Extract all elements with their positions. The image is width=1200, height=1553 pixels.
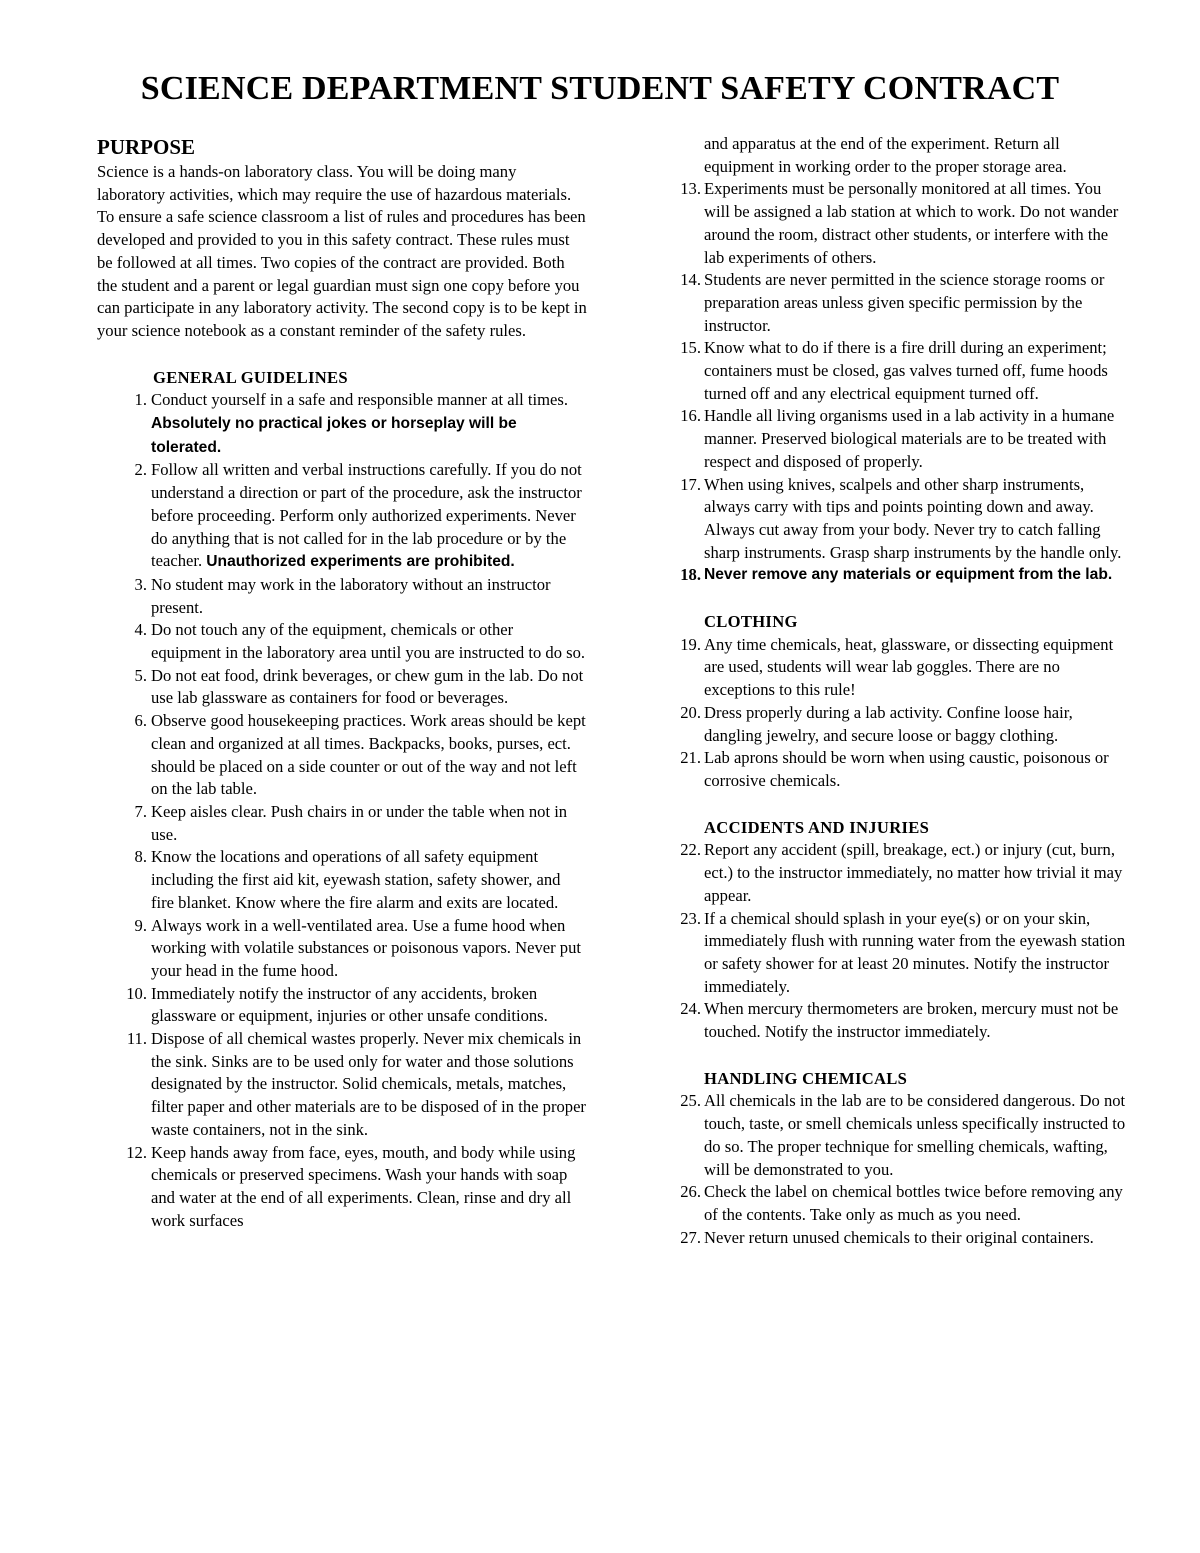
rule-text: If a chemical should splash in your eye(s) or on your skin, immediately flush with running water from the eyewash station or safety shower for at least 20 minutes. Notify the instructor immediately. [704,908,1126,996]
rule-item [652,1227,1130,1250]
rule-number: 9. [134,915,147,935]
rule-text: Students are never permitted in the science storage rooms or preparation areas unless given specific permission by the instructor. [704,270,1105,335]
accidents-list [652,839,1130,1043]
rule-number: 21. [680,748,701,768]
purpose-heading: PURPOSE [97,135,196,159]
rule-number: 18. [680,565,701,585]
general-guidelines-list-continued [652,178,1130,587]
rule-text: Observe good housekeeping practices. Work areas should be kept clean and organized at all times. Backpacks, books, purses, ect. should be placed on a side counter or out of the way and not left on the lab table. [151,711,586,799]
rule-number: 24. [680,999,701,1019]
rule-text: Dispose of all chemical wastes properly. Never mix chemicals in the sink. Sinks are to be used only for water and those solutions designated by the instructor. Solid chemicals, metals, matches, filter paper and other materials are to be disposed of in the proper waste containers, not in the sink. [151,1029,586,1139]
rule-text: Keep aisles clear. Push chairs in or under the table when not in use. [151,801,568,844]
rule-number: 19. [680,634,701,654]
rule-text: When mercury thermometers are broken, mercury must not be touched. Notify the instructor immediately. [704,999,1119,1042]
rule-item [652,839,1130,907]
rule-number: 17. [680,474,701,494]
rule-number: 10. [126,983,147,1003]
rule-number: 14. [680,270,701,290]
rule-text: Conduct yourself in a safe and responsible manner at all times. Absolutely no practical jokes or horseplay will be tolerated. [151,390,569,456]
handling-chemicals-heading: HANDLING CHEMICALS [704,1068,908,1088]
rule-text: Report any accident (spill, breakage, ect.) or injury (cut, burn, ect.) to the instructor immediately, no matter how trivial it may appear. [704,840,1123,905]
rule-item [652,564,1130,587]
rule-text: All chemicals in the lab are to be considered dangerous. Do not touch, taste, or smell chemicals unless specifically instructed to do so. The proper technique for smelling chemicals, wafting, will be demonstrated to you. [704,1091,1126,1179]
rule-number: 27. [680,1227,701,1247]
rule-item [652,269,1130,337]
rule-emphasis: Absolutely no practical jokes or horseplay will be tolerated. [151,415,517,456]
purpose-text: Science is a hands-on laboratory class. You will be doing many laboratory activities, which may require the use of hazardous materials. To ensure a safe science classroom a list of rules and procedures has been developed and provided to you in this safety contract. These rules must be followed at all times. Two copies of the contract are provided. Both the student and a parent or legal guardian must sign one copy before you can participate in any laboratory activity. The second copy is to be kept in your science notebook as a constant reminder of the safety rules. [97,162,587,340]
rule-text: Never remove any materials or equipment from the lab. [704,566,1113,584]
rule-item [652,337,1130,405]
rule-number: 15. [680,338,701,358]
rule-text: Know the locations and operations of all safety equipment including the first aid kit, eyewash station, safety shower, and fire blanket. Know where the fire alarm and exits are located. [151,847,561,912]
rule-item [97,983,587,1028]
rule-text: Experiments must be personally monitored at all times. You will be assigned a lab station at which to work. Do not wander around the room, distract other students, or interfere with the lab experiments of others. [704,179,1119,267]
rule-item [652,998,1130,1043]
rule-text: Always work in a well-ventilated area. Use a fume hood when working with volatile substances or poisonous vapors. Never put your head in the fume hood. [151,915,581,980]
rule-item [97,665,587,710]
rule-text: Dress properly during a lab activity. Confine loose hair, dangling jewelry, and secure loose or baggy clothing. [704,702,1073,745]
rule-number: 25. [680,1091,701,1111]
rule-item [97,915,587,983]
rule-number: 16. [680,406,701,426]
rule-12-continuation: and apparatus at the end of the experiment. Return all equipment in working order to the proper storage area. [704,134,1067,176]
rule-number: 20. [680,702,701,722]
rule-text: Keep hands away from face, eyes, mouth, and body while using chemicals or preserved specimens. Wash your hands with soap and water at the end of all experiments. Clean, rinse and dry all work surfaces [151,1142,576,1230]
rule-item [97,846,587,914]
rule-number: 13. [680,179,701,199]
rule-item [97,801,587,846]
rule-number: 2. [134,460,147,480]
rule-number: 11. [126,1029,147,1049]
rule-number: 8. [134,847,147,867]
rule-text: Any time chemicals, heat, glassware, or dissecting equipment are used, students will wear lab goggles. There are no exceptions to this rule! [704,634,1114,700]
rule-text: Know what to do if there is a fire drill during an experiment; containers must be closed, gas valves turned off, fume hoods turned off and any electrical equipment turned off. [704,338,1108,403]
rule-item [97,1028,587,1142]
rule-text: Follow all written and verbal instructions carefully. If you do not understand a direction or part of the procedure, ask the instructor before proceeding. Perform only authorized experiments. Never do anything that is not called for in the lab procedure or by the teacher. Unauthorized experiments are prohibited. [151,460,582,571]
rule-number: 7. [134,801,147,821]
rule-number: 5. [134,665,147,685]
rule-item [652,908,1130,999]
rule-item [97,710,587,801]
accidents-heading: ACCIDENTS AND INJURIES [704,817,930,837]
rule-text: Lab aprons should be worn when using caustic, poisonous or corrosive chemicals. [704,748,1109,790]
rule-text: Do not eat food, drink beverages, or chew gum in the lab. Do not use lab glassware as containers for food or beverages. [151,665,584,708]
clothing-heading: CLOTHING [704,612,798,632]
rule-item [652,1090,1130,1181]
rule-number: 26. [680,1182,701,1202]
rule-item [652,747,1130,792]
general-guidelines-list [97,389,587,1232]
rule-item [652,634,1130,702]
rule-text: Handle all living organisms used in a lab activity in a humane manner. Preserved biological materials are to be treated with respect and disposed of properly. [704,406,1115,471]
rule-text: When using knives, scalpels and other sharp instruments, always carry with tips and points pointing down and away. Always cut away from your body. Never try to catch falling sharp instruments. Grasp sharp instruments by the handle only. [704,474,1122,562]
rule-number: 3. [134,574,147,594]
rule-number: 6. [134,711,147,731]
rule-item [652,178,1130,269]
rule-item [652,702,1130,747]
rule-item [97,619,587,664]
right-column [652,133,1130,1249]
rule-number: 1. [134,390,147,410]
rule-item [652,1181,1130,1226]
rule-number: 22. [680,840,701,860]
rule-text: Immediately notify the instructor of any accidents, broken glassware or equipment, injuries or other unsafe conditions. [151,983,548,1026]
rule-item [97,574,587,619]
rule-text: Do not touch any of the equipment, chemicals or other equipment in the laboratory area until you are instructed to do so. [151,620,586,663]
rule-text: Check the label on chemical bottles twice before removing any of the contents. Take only as much as you need. [704,1182,1123,1224]
rule-text: No student may work in the laboratory without an instructor present. [151,574,551,617]
left-column [97,135,587,1232]
general-guidelines-heading: GENERAL GUIDELINES [153,367,348,387]
rule-item [97,389,587,459]
rule-number: 23. [680,908,701,928]
rule-item [652,474,1130,565]
rule-item [652,405,1130,473]
page-title: SCIENCE DEPARTMENT STUDENT SAFETY CONTRACT [140,70,1060,107]
rule-emphasis: Unauthorized experiments are prohibited. [206,553,515,571]
rule-item [97,459,587,574]
clothing-list [652,634,1130,793]
rule-number: 4. [134,620,147,640]
rule-item [97,1142,587,1233]
rule-text: Never return unused chemicals to their original containers. [704,1227,1094,1247]
handling-chemicals-list [652,1090,1130,1249]
rule-number: 12. [126,1142,147,1162]
